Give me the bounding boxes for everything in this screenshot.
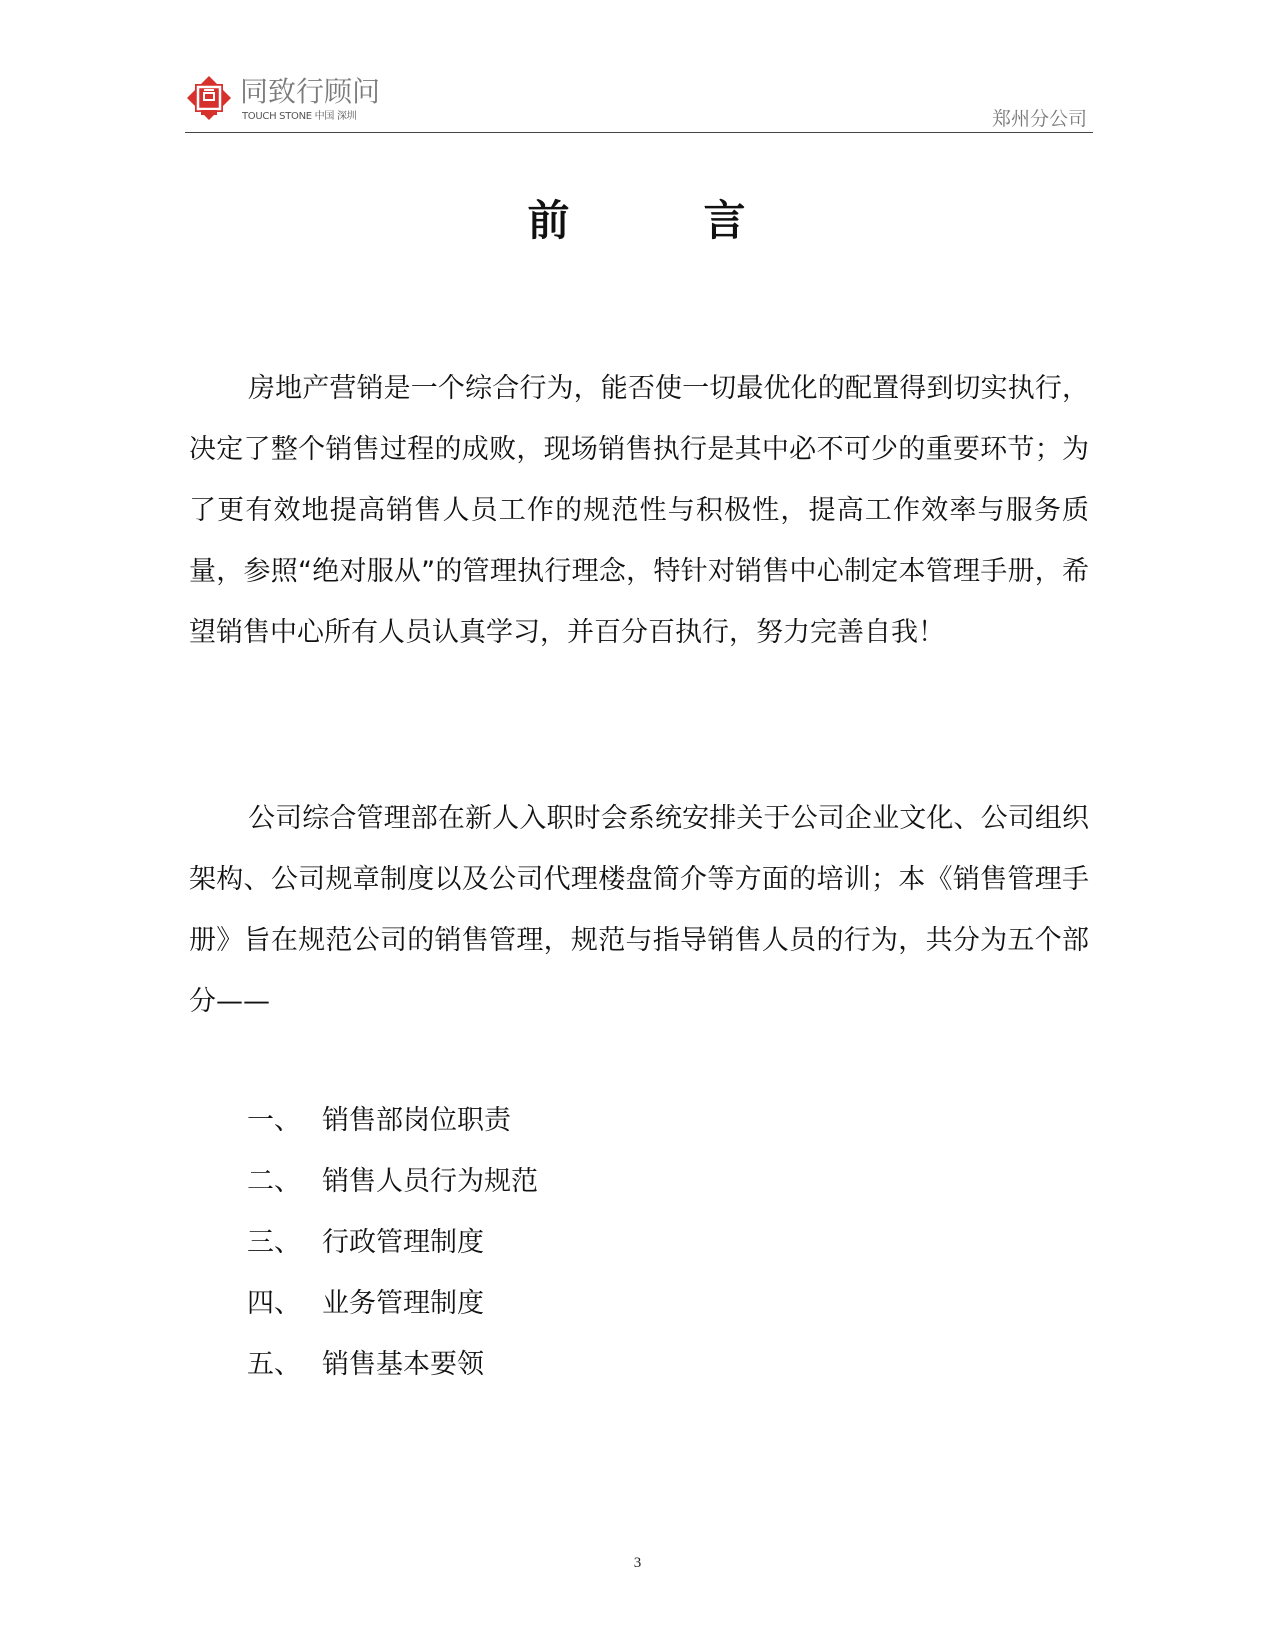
branch-name: 郑州分公司 <box>991 108 1087 130</box>
section-item <box>247 1212 538 1273</box>
section-title: 业务管理制度 <box>322 1288 484 1319</box>
page-number: 3 <box>633 1555 642 1571</box>
section-number: 一、 <box>247 1105 301 1136</box>
touchstone-logo-icon <box>187 76 231 120</box>
section-title: 销售人员行为规范 <box>322 1166 538 1197</box>
page-title: 前 言 <box>527 196 748 245</box>
section-item <box>247 1151 538 1212</box>
logo-subtitle: TOUCH STONE 中国 深圳 <box>242 111 357 122</box>
company-logo <box>185 72 405 122</box>
section-item <box>247 1273 538 1334</box>
section-number: 二、 <box>247 1166 301 1197</box>
intro-paragraph: 房地产营销是一个综合行为，能否使一切最优化的配置得到切实执行，决定了整个销售过程的成败，现场销售执行是其中必不可少的重要环节；为了更有效地提高销售人员工作的规范性与积极性，提高工作效率与服务质量，参照“绝对服从”的管理执行理念，特针对销售中心制定本管理手册，希望销售中心所有人员认真学习，并百分百执行，努力完善自我！ <box>189 373 1089 648</box>
section-title: 行政管理制度 <box>322 1227 484 1258</box>
section-item <box>247 1090 538 1151</box>
overview-paragraph: 公司综合管理部在新人入职时会系统安排关于公司企业文化、公司组织架构、公司规章制度以及公司代理楼盘简介等方面的培训；本《销售管理手册》旨在规范公司的销售管理，规范与指导销售人员的行为，共分为五个部分—— <box>189 803 1089 1017</box>
page-header <box>185 68 1093 133</box>
section-title: 销售部岗位职责 <box>322 1105 511 1136</box>
section-number: 四、 <box>247 1288 301 1319</box>
section-title: 销售基本要领 <box>322 1349 484 1380</box>
logo-name: 同致行顾问 <box>240 75 381 108</box>
section-number: 三、 <box>247 1227 301 1258</box>
section-list <box>247 1090 538 1395</box>
section-item <box>247 1334 538 1395</box>
section-number: 五、 <box>247 1349 301 1380</box>
